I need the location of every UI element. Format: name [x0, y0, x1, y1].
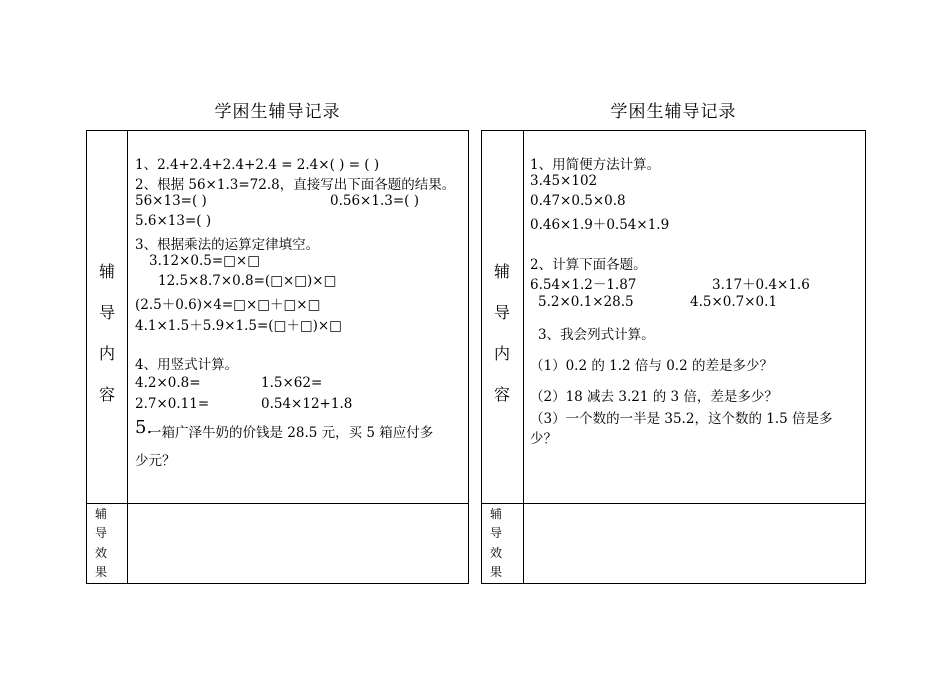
content-line: 12.5×8.7×0.8=(□×□)×□ — [158, 273, 337, 289]
content-line: 少元？ — [135, 453, 176, 469]
left-label-divider — [127, 131, 128, 583]
content-line: 2.7×0.11= — [135, 396, 210, 412]
right-row-divider — [482, 503, 865, 504]
content-line: 3、根据乘法的运算定律填空。 — [135, 237, 320, 253]
right-label-char: 导 — [493, 303, 510, 322]
right-effect-char: 导 — [489, 526, 502, 540]
content-line: 3.17＋0.4×1.6 — [712, 277, 810, 293]
left-label-char: 辅 — [98, 262, 115, 281]
content-line: 4.1×1.5＋5.9×1.5=(□＋□)×□ — [135, 318, 342, 334]
right-form-title: 学困生辅导记录 — [610, 102, 737, 122]
left-label-char: 容 — [98, 385, 115, 404]
right-effect-char: 辅 — [489, 507, 502, 521]
left-label-char: 内 — [98, 344, 115, 363]
left-row-divider — [87, 503, 468, 504]
question-number: 5. — [135, 417, 153, 438]
left-effect-char: 效 — [94, 546, 107, 560]
left-effect-area[interactable] — [129, 505, 466, 581]
content-line: 6.54×1.2－1.87 — [530, 277, 637, 293]
right-effect-char: 效 — [489, 546, 502, 560]
content-line: （2）18 减去 3.21 的 3 倍，差是多少？ — [530, 389, 778, 405]
right-label-char: 容 — [493, 385, 510, 404]
content-line: 0.56×1.3=( ) — [330, 193, 419, 209]
content-line: 4.2×0.8= — [135, 375, 201, 391]
content-line: 一箱广泽牛奶的价钱是 28.5 元，买 5 箱应付多 — [148, 425, 434, 441]
content-line: 4.5×0.7×0.1 — [690, 294, 778, 310]
left-effect-char: 果 — [94, 565, 107, 579]
left-form-title: 学困生辅导记录 — [214, 102, 341, 122]
right-label-char: 辅 — [493, 262, 510, 281]
right-content-area — [530, 131, 862, 501]
content-line: 3、我会列式计算。 — [538, 327, 655, 343]
content-line: 1、用简便方法计算。 — [530, 157, 661, 173]
content-line: 3.12×0.5=□×□ — [149, 253, 260, 269]
content-line: （1）0.2 的 1.2 倍与 0.2 的差是多少？ — [530, 358, 773, 374]
content-line: 0.46×1.9＋0.54×1.9 — [530, 217, 670, 233]
left-record-form — [86, 130, 469, 584]
right-label-char: 内 — [493, 344, 510, 363]
content-line: 0.54×12+1.8 — [261, 396, 353, 412]
content-line: 1、2.4+2.4+2.4+2.4 = 2.4×( ) = ( ) — [135, 157, 380, 173]
right-effect-char: 果 — [489, 565, 502, 579]
left-effect-char: 导 — [94, 526, 107, 540]
content-line: 2、计算下面各题。 — [530, 257, 647, 273]
content-line: 5.2×0.1×28.5 — [538, 294, 634, 310]
content-line: 5.6×13=( ) — [135, 213, 212, 229]
content-line: (2.5＋0.6)×4=□×□＋□×□ — [135, 297, 321, 313]
left-effect-char: 辅 — [94, 507, 107, 521]
content-line: 4、用竖式计算。 — [135, 357, 239, 373]
content-line: 56×13=( ) — [135, 193, 207, 209]
left-content-area — [135, 131, 465, 501]
right-record-form — [481, 130, 866, 584]
content-line: 3.45×102 — [530, 173, 598, 189]
content-line: 0.47×0.5×0.8 — [530, 193, 626, 209]
content-line: 1.5×62= — [261, 375, 323, 391]
content-line: 2、根据 56×1.3=72.8，直接写出下面各题的结果。 — [135, 177, 456, 193]
right-effect-area[interactable] — [525, 505, 863, 581]
content-line: 少？ — [530, 431, 557, 447]
left-label-char: 导 — [98, 303, 115, 322]
content-line: （3）一个数的一半是 35.2，这个数的 1.5 倍是多 — [530, 411, 833, 427]
right-label-divider — [523, 131, 524, 583]
